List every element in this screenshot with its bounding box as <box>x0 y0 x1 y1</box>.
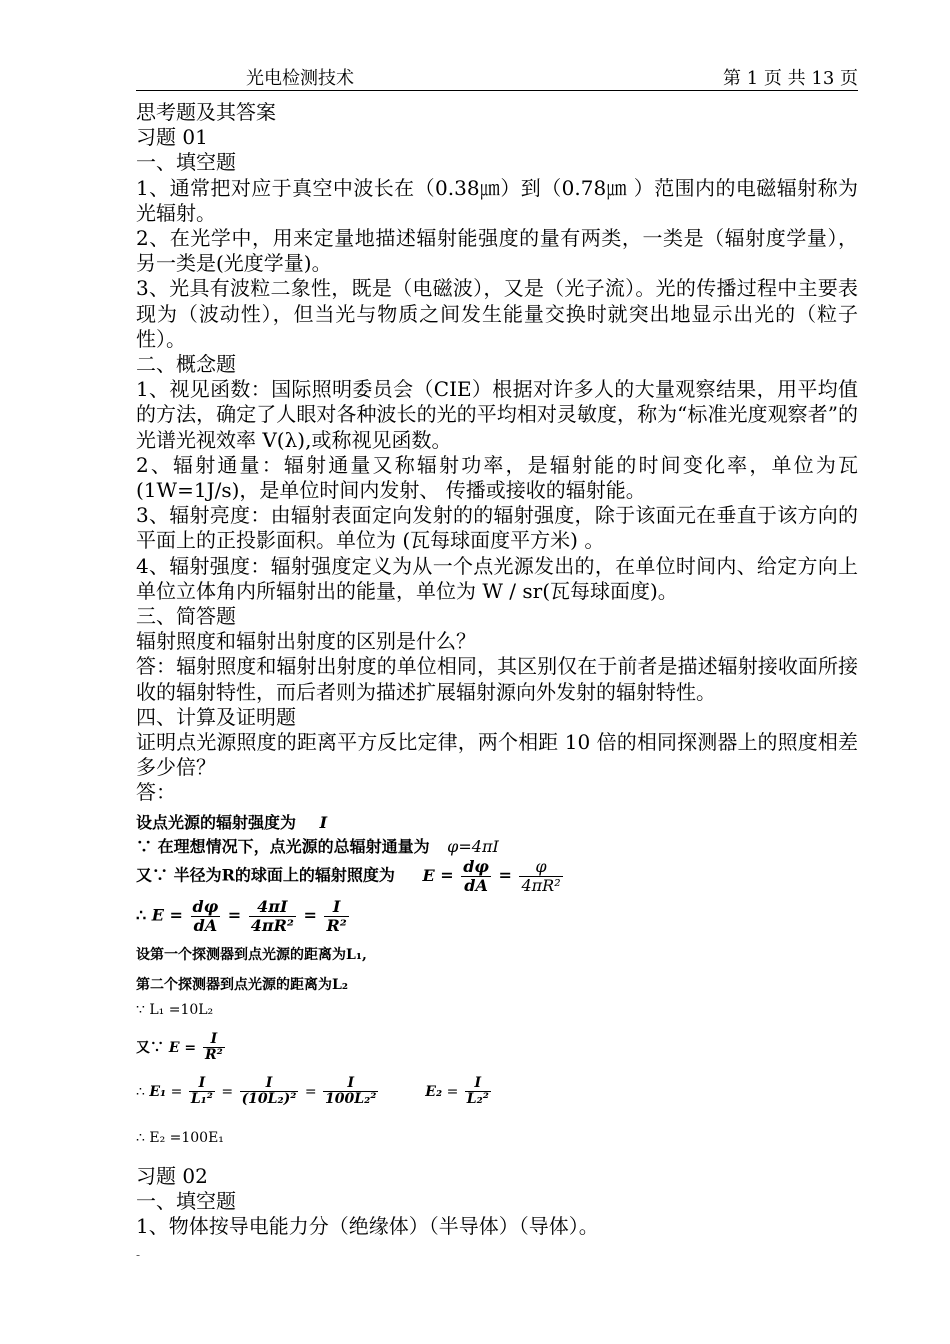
question: 证明点光源照度的距离平方反比定律，两个相距 10 倍的相同探测器上的照度相差多少倍？ <box>136 730 858 780</box>
section-heading: 一、填空题 <box>136 150 236 175</box>
section-heading: 四、计算及证明题 <box>136 704 296 729</box>
exercise-heading: 习题 01 <box>136 125 208 150</box>
text-body <box>136 100 858 806</box>
page-header <box>136 64 858 91</box>
fraction: $\frac{4\pi I}{\text{4πR²}}$ <box>250 897 294 935</box>
paragraph: 1、通常把对应于真空中波长在（0.38㎛）到（0.78㎛ ）范围内的电磁辐射称为光辐射。 <box>136 175 858 225</box>
exercise-heading: 习题 02 <box>136 1164 208 1188</box>
question: 辐射照度和辐射出射度的区别是什么？ <box>136 629 476 654</box>
section-heading: 二、概念题 <box>136 352 236 377</box>
math-line: 又∵ 半径为R的球面上的辐射照度为 E = $\frac{d\varphi}{dA}$ = $\frac{\varphi}{\text{4πR²}}$ <box>136 857 561 895</box>
header-page-number: 第 1 页 共 13 页 <box>723 68 858 89</box>
math-line: ∴ E₂ =100E₁ <box>136 1130 224 1146</box>
math-line: ∴ E₁ = $\frac{I}{\text{L₁²}}$ = $\frac{I}{\text{(10L₂)²}}$ = $\frac{I}{\text{100L₂²}}$ E₂ = $\frac{I}{\text{L₂²}}$ <box>136 1075 489 1108</box>
fraction: $\frac{I}{\text{(10L₂)²}}$ <box>241 1075 297 1108</box>
math-line: 设点光源的辐射强度为 I <box>136 813 328 832</box>
fraction: $\frac{d\varphi}{dA}$ <box>463 857 489 895</box>
paragraph: 2、在光学中，用来定量地描述辐射能强度的量有两类，一类是（辐射度学量），另一类是(光度学量)。 <box>136 226 858 276</box>
section-heading: 三、简答题 <box>136 604 236 629</box>
paragraph: 4、辐射强度：辐射强度定义为从一个点光源发出的，在单位时间内、给定方向上单位立体角内所辐射出的能量，单位为 W / sr(瓦每球面度)。 <box>136 553 858 603</box>
math-line: 第二个探测器到点光源的距离为L₂ <box>136 977 348 993</box>
paragraph: 1、物体按导电能力分（绝缘体）（半导体）（导体）。 <box>136 1214 599 1239</box>
math-line: ∴ E = $\frac{d\varphi}{dA}$ = $\frac{4\pi I}{\text{4πR²}}$ = $\frac{I}{\text{R²}}$ <box>136 897 347 935</box>
math-line: 设第一个探测器到点光源的距离为L₁, <box>136 947 367 963</box>
fraction: $\frac{I}{\text{R²}}$ <box>326 897 347 935</box>
paragraph: 3、光具有波粒二象性，既是（电磁波），又是（光子流）。光的传播过程中主要表现为（波动性），但当光与物质之间发生能量交换时就突出地显示出光的（粒子性）。 <box>136 276 858 351</box>
paragraph: 2、辐射通量：辐射通量又称辐射功率，是辐射能的时间变化率，单位为瓦(1W=1J/s)，是单位时间内发射、 传播或接收的辐射能。 <box>136 452 858 503</box>
math-line: ∵ 在理想情况下，点光源的总辐射通量为 φ=4πI <box>136 837 499 856</box>
math-line: ∵ L₁ =10L₂ <box>136 1002 214 1018</box>
math-line: 又∵ E = $\frac{I}{\text{R²}}$ <box>136 1031 223 1064</box>
fraction: $\frac{I}{\text{100L₂²}}$ <box>325 1075 377 1108</box>
page-footer-mark: - <box>136 1248 141 1262</box>
fraction: $\frac{I}{\text{L₂²}}$ <box>466 1075 489 1108</box>
paragraph: 3、辐射亮度：由辐射表面定向发射的的辐射强度，除于该面元在垂直于该方向的平面上的正投影面积。单位为 (瓦每球面度平方米) 。 <box>136 503 858 553</box>
text-body-continued <box>136 1164 858 1240</box>
fraction: $\frac{\varphi}{\text{4πR²}}$ <box>521 857 561 895</box>
fraction: $\frac{I}{\text{L₁²}}$ <box>190 1075 213 1108</box>
fraction: $\frac{d\varphi}{dA}$ <box>192 897 219 935</box>
header-title: 光电检测技术 <box>246 68 354 89</box>
doc-heading: 思考题及其答案 <box>136 100 276 124</box>
fraction: $\frac{I}{\text{R²}}$ <box>205 1031 223 1064</box>
answer-label: 答： <box>136 780 176 805</box>
paragraph: 答：辐射照度和辐射出射度的单位相同，其区别仅在于前者是描述辐射接收面所接收的辐射特性，而后者则为描述扩展辐射源向外发射的辐射特性。 <box>136 654 858 704</box>
paragraph: 1、视见函数：国际照明委员会（CIE）根据对许多人的大量观察结果，用平均值的方法，确定了人眼对各种波长的光的平均相对灵敏度，称为“标准光度观察者”的光谱光视效率 V(λ),或称视见函数。 <box>136 377 858 452</box>
section-heading: 一、填空题 <box>136 1189 236 1214</box>
